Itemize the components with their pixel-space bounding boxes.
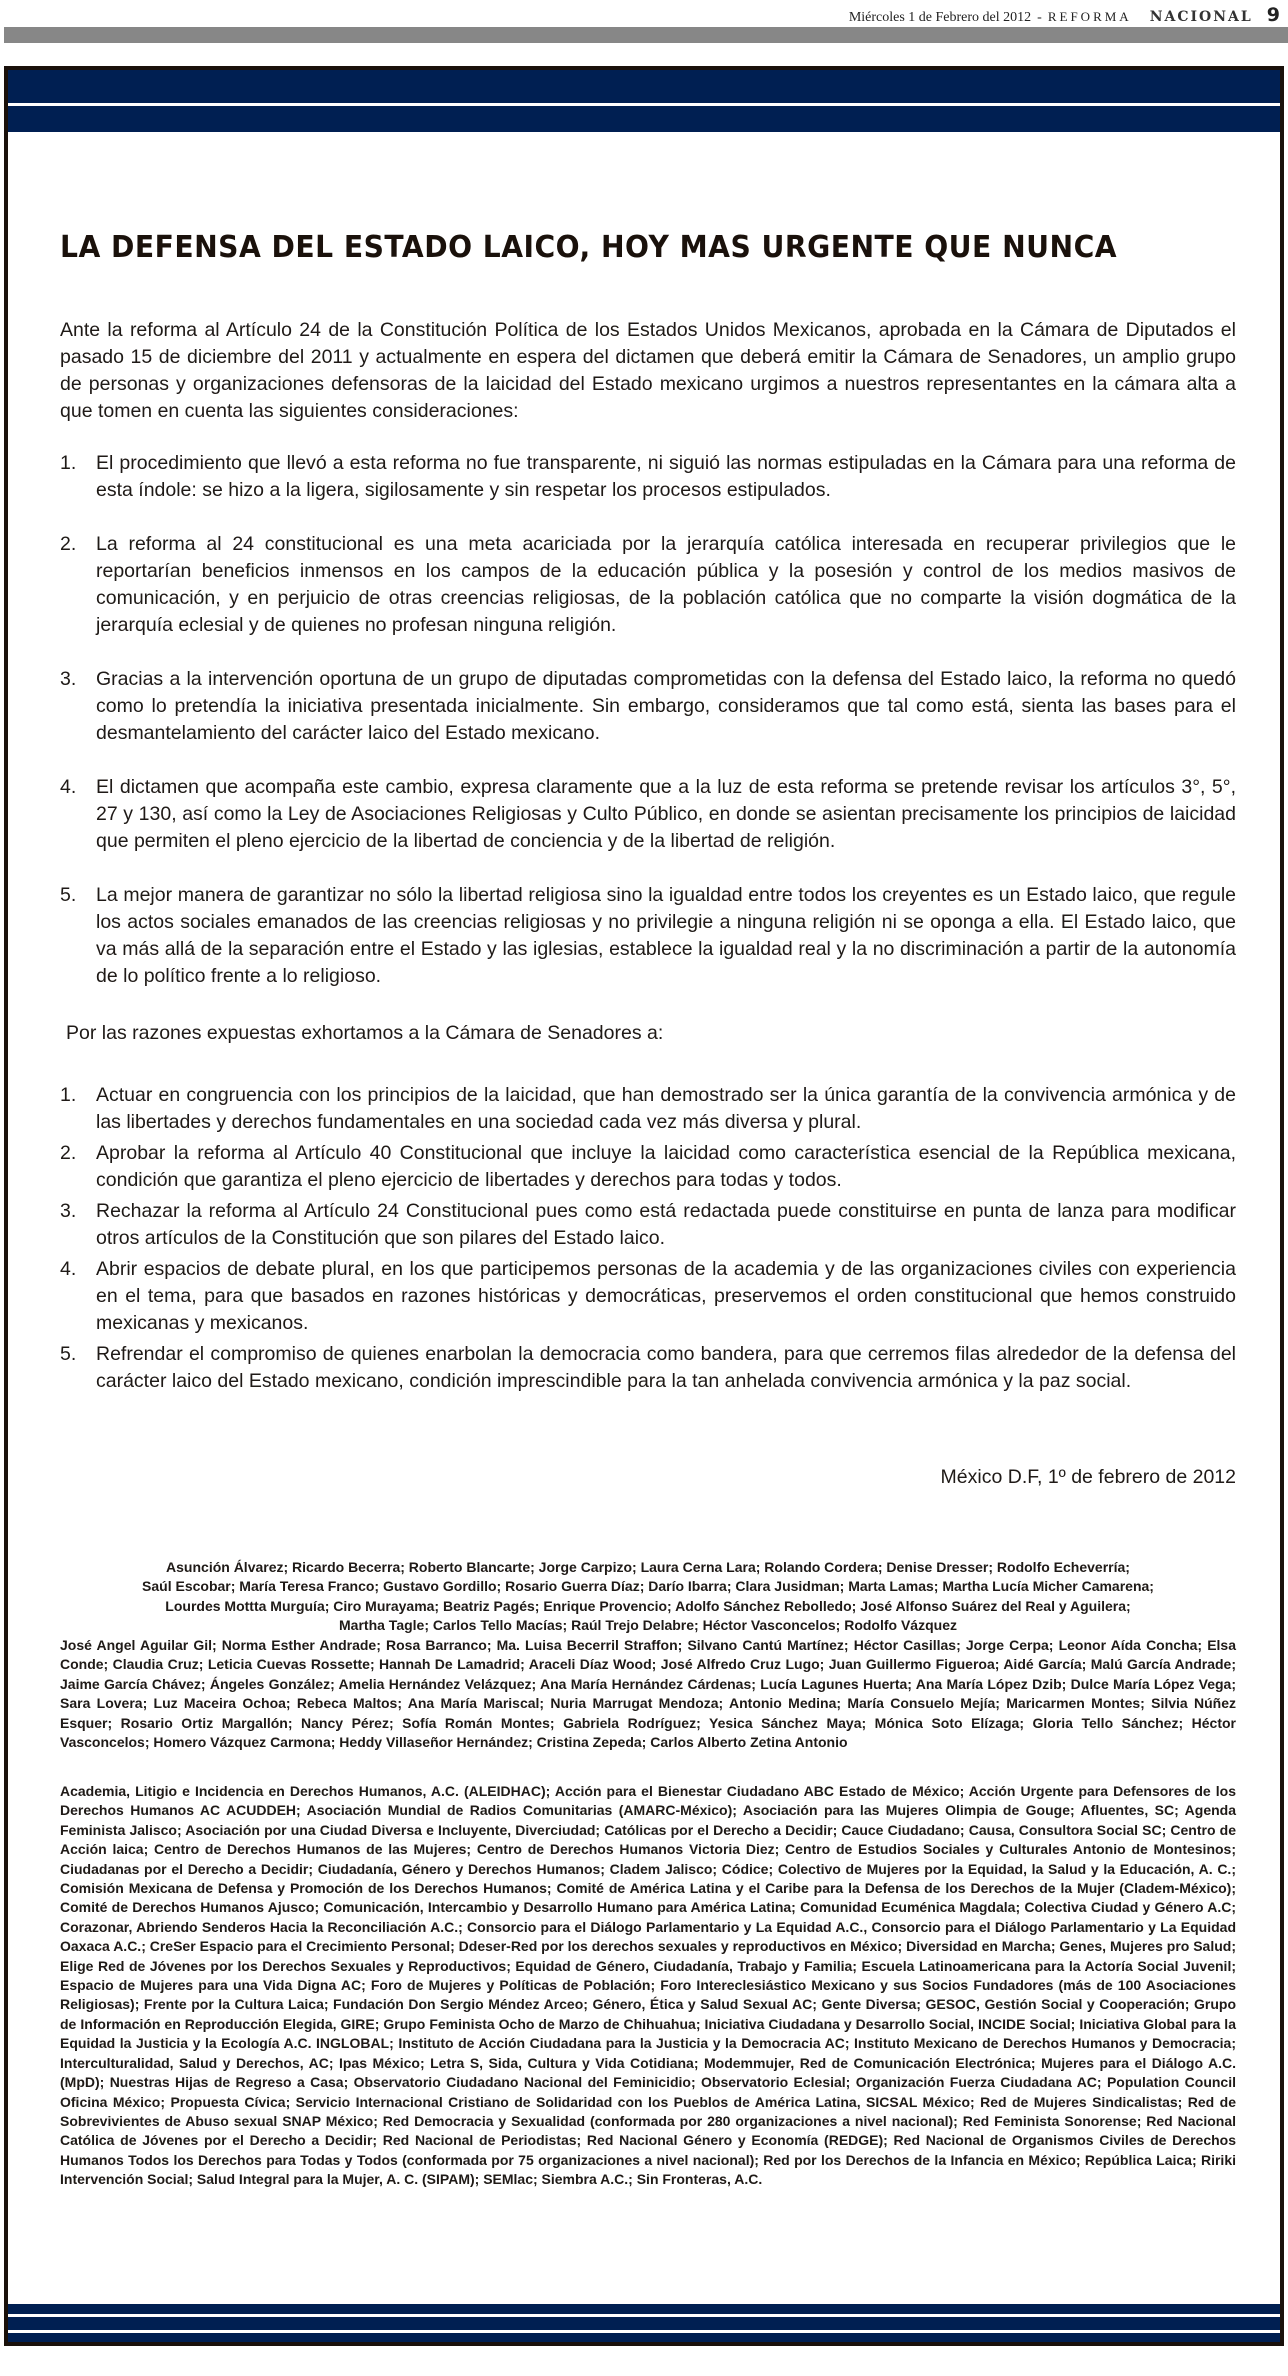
page-title: LA DEFENSA DEL ESTADO LAICO, HOY MAS URGENTE QUE NUNCA — [60, 230, 1118, 265]
signers-line: Asunción Álvarez; Ricardo Becerra; Roberto Blancarte; Jorge Carpizo; Laura Cerna Lara; Rolando Cordera; Denise Dresser; Rodolfo Echeverría; — [166, 1559, 1130, 1575]
newspaper-page-header — [0, 0, 1288, 27]
consideration-item — [60, 666, 1236, 747]
signers-line: Lourdes Mottta Murguía; Ciro Murayama; Beatriz Pagés; Enrique Provencio; Adolfo Sánchez Rebolledo; José Alfonso Suárez del Real y Aguilera; — [165, 1597, 1131, 1614]
item-number: 5. — [60, 1343, 77, 1365]
item-number: 4. — [60, 1258, 77, 1280]
consideration-item — [60, 450, 1236, 504]
publication-date: Miércoles 1 de Febrero del 2012 — [848, 10, 1032, 25]
item-number: 5. — [60, 884, 77, 906]
request-item — [60, 1341, 1236, 1395]
signers-line: Saúl Escobar; María Teresa Franco; Gustavo Gordillo; Rosario Guerra Díaz; Darío Ibarra; Clara Jusidman; Marta Lamas; Martha Lucía Micher Camarena; — [142, 1578, 1154, 1595]
item-text: Aprobar la reforma al Artículo 40 Constitucional que incluye la laicidad como característica esencial de la República mexicana, condición que garantiza el pleno ejercicio de libertades y derechos para todas y todos. — [96, 1142, 1236, 1191]
top-band-stripe — [8, 103, 1280, 106]
individual-signers: José Angel Aguilar Gil; Norma Esther Andrade; Rosa Barranco; Ma. Luisa Becerril Straffon; Silvano Cantú Martínez; Héctor Casillas; Jorge Cerpa; Leonor Aída Concha; Elsa Conde; Claudia Cruz; Leticia Cuevas Rossette; Hannah De Lamadrid; Araceli Díaz Wood; José Alfredo Cruz Lugo; Juan Guillermo Figueroa; Aidé García; Malú García Andrade; Jaime García Chávez; Ángeles González; Amelia Hernández Velázquez; Ana María Hernández Cárdenas; Lucía Lagunes Huerta; Ana María López Dzib; Dulce María López Vega; Sara Lovera; Luz Maceira Ochoa; Rebeca Maltos; Ana María Mariscal; Nuria Marrugat Mendoza; Antonio Medina; María Consuelo Mejía; Maricarmen Montes; Silvia Núñez Esquer; Rosario Ortiz Margallón; Nancy Pérez; Sofía Román Montes; Gabriela Rodríguez; Yesica Sánchez Maya; Mónica Soto Elízaga; Gloria Tello Sánchez; Héctor Vasconcelos; Homero Vázquez Carmona; Heddy Villaseñor Hernández; Cristina Zepeda; Carlos Alberto Zetina Antonio — [60, 1637, 1236, 1751]
item-text: Rechazar la reforma al Artículo 24 Constitucional pues como está redactada puede constituirse en punta de lanza para modificar otros artículos de la Constitución que son pilares del Estado laico. — [96, 1200, 1236, 1249]
considerations-list — [60, 450, 1236, 1017]
item-number: 1. — [60, 1084, 77, 1106]
item-number: 4. — [60, 776, 77, 798]
item-text: El dictamen que acompaña este cambio, expresa claramente que a la luz de esta reforma se pretende revisar los artículos 3°, 5°, 27 y 130, así como la Ley de Asociaciones Religiosas y Culto Público, en donde se asientan precisamente los principios de laicidad que permiten el pleno ejercicio de la libertad de conciencia y de la libertad de religión. — [96, 776, 1236, 852]
item-number: 2. — [60, 533, 77, 555]
request-item — [60, 1198, 1236, 1252]
bottom-decorative-band — [8, 2304, 1280, 2342]
item-text: Abrir espacios de debate plural, en los que participemos personas de la academia y de las organizaciones civiles con experiencia en el tema, para que basados en razones históricas y democráticas, preservemos el orden constitucional que hemos construido mexicanas y mexicanos. — [96, 1258, 1236, 1334]
consideration-item — [60, 774, 1236, 855]
dateline: México D.F, 1º de febrero de 2012 — [940, 1466, 1236, 1488]
organization-signers: Academia, Litigio e Incidencia en Derechos Humanos, A.C. (ALEIDHAC); Acción para el Bienestar Ciudadano ABC Estado de México; Acción Urgente para Defensores de los Derechos Humanos AC ACUDDEH; Asociación Mundial de Radios Comunitarias (AMARC-México); Asociación para las Mujeres Olimpia de Gouge; Afluentes, SC; Agenda Feminista Jalisco; Asociación por una Ciudad Diversa e Incluyente, Diverciudad; Católicas por el Derecho a Decidir; Cauce Ciudadano; Causa, Consultora Social SC; Centro de Acción laica; Centro de Derechos Humanos de las Mujeres; Centro de Derechos Humanos Victoria Diez; Centro de Estudios Sociales y Culturales Antonio de Montesinos; Ciudadanas por el Derecho a Decidir; Ciudadanía, Género y Derechos Humanos; Cladem Jalisco; Códice; Colectivo de Mujeres por la Equidad, la Salud y la Educación, A. C.; Comisión Mexicana de Defensa y Promoción de los Derechos Humanos; Comité de América Latina y el Caribe para la Defensa de los Derechos de la Mujer (Cladem-México); Comité de Derechos Humanos Ajusco; Comunicación, Intercambio y Desarrollo Humano para América Latina; Comunidad Ecuménica Magdala; Colectiva Ciudad y Género A.C; Corazonar, Abriendo Senderos Hacia la Reconciliación A.C.; Consorcio para el Diálogo Parlamentario y La Equidad A.C., Consorcio para el Diálogo Parlamentario y La Equidad Oaxaca A.C.; CreSer Espacio para el Crecimiento Personal; Ddeser-Red por los derechos sexuales y reproductivos en México; Diversidad en Marcha; Genes, Mujeres pro Salud; Elige Red de Jóvenes por los Derechos Sexuales y Reproductivos; Equidad de Género, Ciudadanía, Trabajo y Familia; Escuela Latinoamericana para la Actoría Social Juvenil; Espacio de Mujeres para una Vida Digna AC; Foro de Mujeres y Políticas de Población; Foro Intereclesiástico Mexicano y sus Socios Fundadores (más de 100 Asociaciones Religiosas); Frente por la Cultura Laica; Fundación Don Sergio Méndez Arceo; Género, Ética y Salud Sexual AC; Gente Diversa; GESOC, Gestión Social y Cooperación; Grupo de Información en Reproducción Elegida, GIRE; Grupo Feminista Ocho de Marzo de Chihuahua; Iniciativa Ciudadana y Desarrollo Social, INCIDE Social; Iniciativa Global para la Equidad la Justicia y la Ecología A.C. INGLOBAL; Instituto de Acción Ciudadana para la Justicia y la Democracia AC; Instituto Mexicano de Derechos Humanos y Democracia; Interculturalidad, Salud y Derechos, AC; Ipas México; Letra S, Sida, Cultura y Vida Cotidiana; Modemmujer, Red de Comunicación Electrónica; Mujeres para el Diálogo A.C. (MpD); Nuestras Hijas de Regreso a Casa; Observatorio Ciudadano Nacional del Feminicidio; Observatorio Eclesial; Organización Fuerza Ciudadana AC; Population Council Oficina México; Propuesta Cívica; Servicio Internacional Cristiano de Solidaridad con los Pueblos de América Latina, SICSAL México; Red de Mujeres Sindicalistas; Red de Sobrevivientes de Abuso sexual SNAP México; Red Democracia y Sexualidad (conformada por 280 organizaciones a nivel nacional); Red Feminista Sonorense; Red Nacional Católica de Jóvenes por el Derecho a Decidir; Red Nacional de Periodistas; Red Nacional Género y Economía (REDGE); Red Nacional de Organismos Civiles de Derechos Humanos Todos los Derechos para Todas y Todos (conformada por 75 organizaciones a nivel nacional); Red por los Derechos de la Infancia en México; República Laica; Ririki Intervención Social; Salud Integral para la Mujer, A. C. (SIPAM); SEMlac; Siembra A.C.; Sin Fronteras, A.C. — [60, 1783, 1236, 2188]
prominent-signers — [60, 1558, 1236, 1636]
section-name: NACIONAL — [1149, 9, 1253, 25]
item-number: 1. — [60, 452, 77, 474]
item-text: Actuar en congruencia con los principios de la laicidad, que han demostrado ser la única garantía de la convivencia armónica y de las libertades y derechos fundamentales en una sociedad cada vez más diversa y plural. — [96, 1084, 1236, 1133]
header-gray-bar — [4, 27, 1288, 43]
header-line — [849, 4, 1280, 26]
request-item — [60, 1082, 1236, 1136]
item-number: 3. — [60, 1200, 77, 1222]
item-number: 2. — [60, 1142, 77, 1164]
header-separator: - — [1037, 10, 1042, 25]
intro-paragraph: Ante la reforma al Artículo 24 de la Constitución Política de los Estados Unidos Mexicanos, aprobada en la Cámara de Diputados el pasado 15 de diciembre del 2011 y actualmente en espera del dictamen que deberá emitir la Cámara de Senadores, un amplio grupo de personas y organizaciones defensoras de la laicidad del Estado mexicano urgimos a nuestros representantes en la cámara alta a que tomen en cuenta las siguientes consideraciones: — [60, 319, 1236, 422]
item-text: Refrendar el compromiso de quienes enarbolan la democracia como bandera, para que cerremos filas alrededor de la defensa del carácter laico del Estado mexicano, condición imprescindible para la tan anhelada convivencia armónica y la paz social. — [96, 1343, 1236, 1392]
bottom-band-stripe — [8, 2314, 1280, 2317]
bottom-band-stripe — [8, 2330, 1280, 2333]
item-number: 3. — [60, 668, 77, 690]
request-item — [60, 1256, 1236, 1337]
item-text: La mejor manera de garantizar no sólo la libertad religiosa sino la igualdad entre todos los creyentes es un Estado laico, que regule los actos sociales emanados de las creencias religiosas y no privilegie a ninguna religión ni se oponga a ella. El Estado laico, que va más allá de la separación entre el Estado y las iglesias, establece la igualdad real y la no discriminación a partir de la autonomía de lo político frente a lo religioso. — [96, 884, 1236, 987]
signers-line: Martha Tagle; Carlos Tello Macías; Raúl Trejo Delabre; Héctor Vasconcelos; Rodolfo Vázquez — [339, 1617, 957, 1634]
page-number: 9 — [1266, 4, 1280, 26]
item-text: El procedimiento que llevó a esta reforma no fue transparente, ni siguió las normas estipuladas en la Cámara para una reforma de esta índole: se hizo a la ligera, sigilosamente y sin respetar los procesos estipulados. — [96, 452, 1236, 501]
consideration-item — [60, 531, 1236, 639]
exhort-paragraph: Por las razones expuestas exhortamos a la Cámara de Senadores a: — [66, 1022, 664, 1044]
item-text: Gracias a la intervención oportuna de un grupo de diputadas comprometidas con la defensa del Estado laico, la reforma no quedó como lo pretendía la iniciativa presentada inicialmente. Sin embargo, consideramos que tal como está, sienta las bases para el desmantelamiento del carácter laico del Estado mexicano. — [96, 668, 1236, 744]
top-decorative-band — [8, 70, 1280, 132]
request-item — [60, 1140, 1236, 1194]
item-text: La reforma al 24 constitucional es una meta acariciada por la jerarquía católica interesada en recuperar privilegios que le reportarían beneficios inmensos en los campos de la educación pública y la posesión y control de los medios masivos de comunicación, y en perjuicio de otras creencias religiosas, de la población católica que no comparte la visión dogmática de la jerarquía eclesial y de quienes no profesan ninguna religión. — [96, 533, 1236, 636]
newspaper-name: REFORMA — [1047, 9, 1132, 24]
consideration-item — [60, 882, 1236, 990]
advertisement-frame — [4, 66, 1284, 2346]
requests-list — [60, 1082, 1236, 1399]
